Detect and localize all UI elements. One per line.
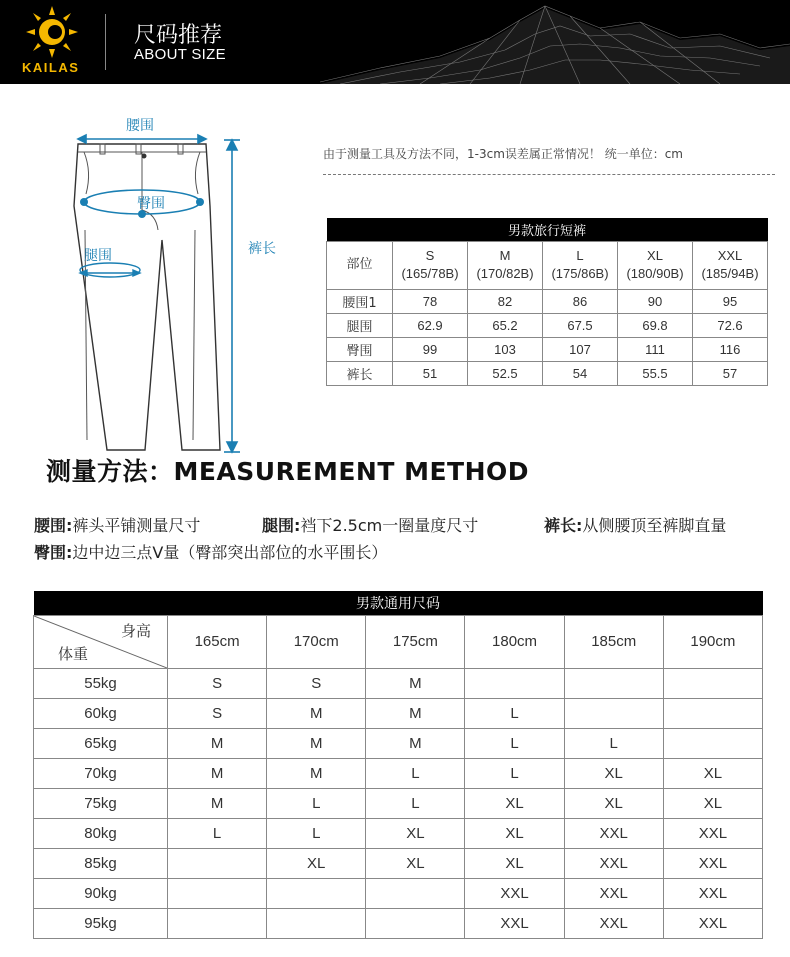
- mountain-graphic: [320, 0, 790, 84]
- method-desc: 从侧腰顶至裤脚直量: [582, 516, 727, 535]
- size-header: [393, 241, 468, 289]
- size-spec: (170/82B): [476, 266, 534, 281]
- table-cell: XXL: [465, 878, 564, 908]
- size-header: [693, 241, 768, 289]
- brand-name: KAILAS: [22, 60, 80, 75]
- size-name: XL: [647, 248, 663, 263]
- note-divider: [323, 174, 775, 175]
- table-cell: M: [168, 728, 267, 758]
- table-row: [34, 758, 763, 788]
- table-row: [34, 788, 763, 818]
- weight-label: 70kg: [34, 758, 168, 788]
- table-cell: 95: [693, 289, 768, 313]
- table-cell: XL: [267, 848, 366, 878]
- table-cell: XL: [366, 818, 465, 848]
- table-cell: M: [366, 698, 465, 728]
- table-cell: [564, 668, 663, 698]
- weight-axis-label: 体重: [58, 644, 89, 663]
- table-cell: S: [168, 698, 267, 728]
- size-name: XXL: [717, 248, 743, 263]
- table-cell: 82: [468, 289, 543, 313]
- table-cell: XL: [465, 848, 564, 878]
- table-cell: XL: [465, 818, 564, 848]
- table-cell: L: [267, 818, 366, 848]
- table-cell: XXL: [663, 878, 762, 908]
- table-cell: 69.8: [618, 313, 693, 337]
- table-cell: [663, 698, 762, 728]
- table-cell: [663, 728, 762, 758]
- height-header: 170cm: [267, 615, 366, 668]
- height-header: 165cm: [168, 615, 267, 668]
- table-cell: M: [366, 668, 465, 698]
- table-cell: XL: [663, 788, 762, 818]
- table-cell: 116: [693, 337, 768, 361]
- method-desc: 裤头平铺测量尺寸: [72, 516, 201, 535]
- size-header: [468, 241, 543, 289]
- table-cell: [168, 848, 267, 878]
- size-name: S: [425, 248, 435, 263]
- mens-general-size-table: [33, 591, 763, 939]
- weight-label: 60kg: [34, 698, 168, 728]
- method-item-length: [544, 513, 726, 536]
- row-label: 臀围: [327, 337, 393, 361]
- size-name: L: [576, 248, 584, 263]
- page-title: 尺码推荐: [134, 23, 223, 48]
- table-cell: 65.2: [468, 313, 543, 337]
- method-term: 臀围:: [34, 543, 73, 562]
- table-cell: [168, 908, 267, 938]
- method-item-waist: [34, 513, 200, 536]
- header-divider: [105, 14, 106, 70]
- height-header: 175cm: [366, 615, 465, 668]
- table-cell: 111: [618, 337, 693, 361]
- height-header: 185cm: [564, 615, 663, 668]
- table-cell: XXL: [663, 848, 762, 878]
- size-spec: (180/90B): [626, 266, 684, 281]
- table-cell: [465, 668, 564, 698]
- method-title: 测量方法：MEASUREMENT METHOD: [46, 457, 530, 486]
- table-cell: [168, 878, 267, 908]
- height-axis-label: 身高: [120, 621, 151, 640]
- table-row: [327, 337, 768, 361]
- table-cell: [366, 878, 465, 908]
- weight-label: 75kg: [34, 788, 168, 818]
- table-cell: 51: [393, 361, 468, 385]
- table-cell: XL: [564, 758, 663, 788]
- table-row: [34, 728, 763, 758]
- table-cell: 52.5: [468, 361, 543, 385]
- table-row: [327, 289, 768, 313]
- kailas-logo: [12, 6, 100, 78]
- row-label: 腰围1: [327, 289, 393, 313]
- page-header: [0, 0, 790, 84]
- table-cell: M: [168, 758, 267, 788]
- method-desc: 边中边三点V量（臀部突出部位的水平围长）: [72, 543, 388, 562]
- table-cell: XXL: [663, 818, 762, 848]
- size-header: [543, 241, 618, 289]
- sun-logo-icon: [26, 6, 78, 58]
- method-desc: 裆下2.5cm一圈量度尺寸: [300, 516, 479, 535]
- table-row: [327, 313, 768, 337]
- table-cell: L: [465, 728, 564, 758]
- table-cell: [267, 878, 366, 908]
- table-row: [34, 878, 763, 908]
- table-row: [34, 848, 763, 878]
- table-cell: 62.9: [393, 313, 468, 337]
- table-cell: L: [366, 788, 465, 818]
- table-row: [34, 908, 763, 938]
- table-cell: XXL: [663, 908, 762, 938]
- table-cell: XL: [564, 788, 663, 818]
- weight-label: 90kg: [34, 878, 168, 908]
- measurement-note: 由于测量工具及方法不同，1-3cm误差属正常情况！ 统一单位：cm: [323, 147, 683, 161]
- method-term: 腿围:: [262, 516, 301, 535]
- row-label: 裤长: [327, 361, 393, 385]
- table-cell: 67.5: [543, 313, 618, 337]
- table-cell: XXL: [564, 878, 663, 908]
- table-cell: [663, 668, 762, 698]
- table-cell: M: [267, 728, 366, 758]
- weight-label: 80kg: [34, 818, 168, 848]
- size-name: M: [499, 248, 511, 263]
- table-cell: S: [168, 668, 267, 698]
- hip-label: 臀围: [137, 196, 165, 212]
- table-cell: XXL: [564, 818, 663, 848]
- table-row: [327, 361, 768, 385]
- table-cell: L: [267, 788, 366, 818]
- table-cell: L: [465, 758, 564, 788]
- table-cell: M: [168, 788, 267, 818]
- weight-label: 55kg: [34, 668, 168, 698]
- table-cell: 78: [393, 289, 468, 313]
- size-spec: (185/94B): [701, 266, 759, 281]
- table-cell: L: [564, 728, 663, 758]
- table-cell: M: [366, 728, 465, 758]
- table-cell: XXL: [564, 908, 663, 938]
- table-cell: 57: [693, 361, 768, 385]
- weight-label: 85kg: [34, 848, 168, 878]
- size-header: [618, 241, 693, 289]
- height-header: 180cm: [465, 615, 564, 668]
- corner-header: [34, 615, 168, 668]
- table-cell: [564, 698, 663, 728]
- page-subtitle: ABOUT SIZE: [134, 46, 226, 63]
- weight-label: 95kg: [34, 908, 168, 938]
- table-cell: M: [267, 758, 366, 788]
- table-cell: 54: [543, 361, 618, 385]
- pants-diagram: [70, 110, 300, 470]
- table-cell: XXL: [465, 908, 564, 938]
- table-row: [34, 668, 763, 698]
- table-cell: 107: [543, 337, 618, 361]
- method-term: 腰围:: [34, 516, 73, 535]
- table-cell: XL: [366, 848, 465, 878]
- table-cell: 103: [468, 337, 543, 361]
- row-label: 腿围: [327, 313, 393, 337]
- table-cell: [267, 908, 366, 938]
- table-cell: S: [267, 668, 366, 698]
- table-cell: 90: [618, 289, 693, 313]
- table-cell: 99: [393, 337, 468, 361]
- weight-label: 65kg: [34, 728, 168, 758]
- table-cell: L: [168, 818, 267, 848]
- table-cell: 72.6: [693, 313, 768, 337]
- table-cell: L: [465, 698, 564, 728]
- table-row: [34, 698, 763, 728]
- corner-header: 部位: [327, 241, 393, 289]
- table-cell: [366, 908, 465, 938]
- table-cell: XXL: [564, 848, 663, 878]
- method-item-thigh: [262, 513, 478, 536]
- length-label: 裤长: [248, 241, 276, 257]
- table-cell: 55.5: [618, 361, 693, 385]
- waist-label: 腰围: [126, 118, 154, 134]
- table-caption: 男款通用尺码: [34, 591, 763, 615]
- table-cell: XL: [663, 758, 762, 788]
- table-cell: L: [366, 758, 465, 788]
- method-item-hip: [34, 540, 387, 563]
- table-row: [34, 818, 763, 848]
- table-cell: 86: [543, 289, 618, 313]
- height-header: 190cm: [663, 615, 762, 668]
- method-term: 裤长:: [544, 516, 583, 535]
- table-cell: M: [267, 698, 366, 728]
- size-spec: (165/78B): [401, 266, 459, 281]
- mens-shorts-size-table: [326, 218, 768, 386]
- size-spec: (175/86B): [551, 266, 609, 281]
- table-cell: XL: [465, 788, 564, 818]
- thigh-label: 腿围: [84, 248, 112, 264]
- table-caption: 男款旅行短裤: [327, 218, 768, 241]
